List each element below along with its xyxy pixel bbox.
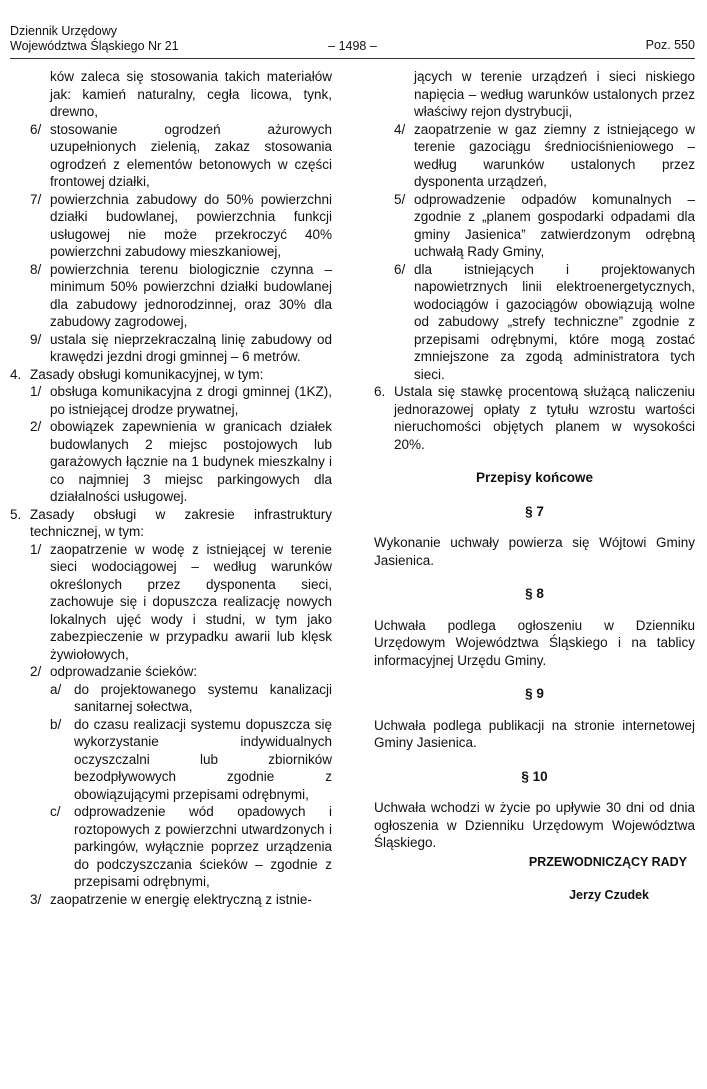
page-number: – 1498 –: [328, 39, 377, 53]
list-item: [10, 261, 332, 331]
final-provisions-heading: Przepisy końcowe: [475, 470, 594, 485]
section-5: [10, 506, 332, 541]
paragraph-9-title: § 9: [525, 686, 544, 701]
item-text: zaopatrzenie w wodę z istniejącej w terenie sieci wodociągowej – według warunków określonych przez dysponenta sieci, zachowuje się i dopuszcza realizację nowych lokalnych ujęć wody i studni, w tym jako zabezpieczenie w przypadku awarii lub klęsk żywiołowych,: [50, 541, 332, 662]
journal-title-line1: Dziennik Urzędowy: [10, 24, 117, 38]
item-number: 5/: [394, 191, 406, 207]
item-text: powierzchnia terenu biologicznie czynna – minimum 50% powierzchni działki budowlanej dla zabudowy jednorodzinnej, oraz 30% dla zabudowy zagrodowej,: [50, 261, 332, 329]
council-chair-title: PRZEWODNICZĄCY RADY: [528, 854, 687, 869]
item-number: 7/: [30, 191, 42, 207]
section-text: Zasady obsługi w zakresie infrastruktury technicznej, w tym:: [30, 506, 332, 539]
list-item: [10, 891, 332, 909]
sub-list-item: [10, 803, 332, 891]
item-text: zaopatrzenie w gaz ziemny z istniejącego w terenie gazociągu średniociśnieniowego – według warunków ustalonych przez dysponenta urządzeń,: [414, 121, 695, 189]
paragraph-7-title: § 7: [525, 503, 544, 519]
list-item: [10, 191, 332, 261]
list-item: [10, 418, 332, 506]
section-number: 6.: [374, 384, 386, 399]
list-item: [374, 191, 695, 261]
item-text: odprowadzenie odpadów komunalnych – zgodnie z „planem gospodarki odpadami dla gminy Jasienica” zatwierdzonym odrębną uchwałą Rady Gminy,: [414, 191, 695, 259]
item-number: 2/: [30, 419, 42, 434]
paragraph-10-text: Uchwała wchodzi w życie po upływie 30 dni od dnia ogłoszenia w Dzienniku Urzędowym Województwa Śląskiego.: [374, 800, 695, 850]
item-number: 3/: [30, 891, 42, 907]
page-header: [10, 24, 695, 58]
paragraph-8-text: Uchwała podlega ogłoszeniu w Dzienniku Urzędowym Województwa Śląskiego i na tablicy informacyjnej Urzędu Gminy.: [374, 617, 695, 668]
item-number: 1/: [30, 541, 42, 557]
item-text: dla istniejących i projektowanych napowietrznych linii elektroenergetycznych, wodociągów i gazociągów obowiązują wolne od zabudowy „strefy techniczne” zgodnie z przepisami odrębnymi, które mogą zostać zmniejszone za zgodą administratora tych sieci.: [414, 261, 695, 382]
sub-item-text: odprowadzenie wód opadowych i roztopowych z powierzchni utwardzonych i parkingów, wyłącznie poprzez urządzenia do podczyszczania ścieków – zgodnie z przepisami odrębnymi,: [74, 804, 332, 889]
sub-item-text: do projektowanego systemu kanalizacji sanitarnej sołectwa,: [74, 681, 332, 714]
section-text: Ustala się stawkę procentową służącą naliczeniu jednorazowej opłaty z tytułu wzrostu wartości nieruchomości objętych planem w wysokości 20%.: [394, 384, 695, 452]
item-number: 8/: [30, 261, 42, 277]
sub-list-item: [10, 681, 332, 716]
sub-list-item: [10, 716, 332, 804]
item-number: 2/: [30, 664, 42, 679]
item-text: stosowanie ogrodzeń ażurowych uzupełnionych zielenią, zakaz stosowania ogrodzeń z elementów betonowych w części frontowej działki,: [50, 121, 332, 189]
list-item: [10, 541, 332, 664]
item-text: obowiązek zapewnienia w granicach działek budowlanych 2 miejsc postojowych lub garażowych łącznie na 1 budynek mieszkalny i co najmniej 3 miejsc parkingowych dla działalności usługowej.: [50, 419, 332, 504]
paragraph-7-text: Wykonanie uchwały powierza się Wójtowi Gminy Jasienica.: [374, 535, 695, 568]
item-number: 9/: [30, 331, 42, 347]
section-text: Zasady obsługi komunikacyjnej, w tym:: [30, 366, 264, 382]
list-item: [10, 121, 332, 191]
list-item: [374, 121, 695, 191]
sub-item-text: do czasu realizacji systemu dopuszcza się wykorzystanie indywidualnych oczyszczalni lub zbiorników bezodpływowych zgodnie z obowiązującymi przepisami odrębnymi,: [74, 716, 332, 802]
right-column: [374, 68, 695, 905]
item-text: ustala się nieprzekraczalną linię zabudowy od krawędzi jezdni drogi gminnej – 6 metrów.: [50, 331, 332, 364]
list-item: [374, 261, 695, 384]
list-item-continuation: [10, 68, 332, 121]
item-text: powierzchnia zabudowy do 50% powierzchni działki budowlanej, powierzchnia funkcji usługowej nie może przekroczyć 40% powierzchni zabudowy mieszkaniowej,: [50, 191, 332, 259]
council-chair-name: Jerzy Czudek: [569, 888, 649, 902]
journal-title-line2: Województwa Śląskiego Nr 21: [10, 39, 179, 53]
list-item: [10, 331, 332, 366]
section-6: [374, 383, 695, 453]
item-text: ków zaleca się stosowania takich materiałów jak: kamień naturalny, cegła licowa, tynk, drewno,: [50, 69, 332, 119]
item-number: 6/: [30, 121, 42, 137]
item-text: zaopatrzenie w energię elektryczną z istnie-: [50, 891, 312, 907]
section-4: [10, 366, 332, 384]
header-divider: [10, 58, 695, 59]
item-text: obsługa komunikacyjna z drogi gminnej (1KZ), po istniejącej drodze prywatnej,: [50, 384, 332, 417]
item-number: 4/: [394, 121, 406, 137]
list-item: [10, 383, 332, 418]
paragraph-8-title: § 8: [525, 586, 544, 601]
item-number: 6/: [394, 261, 406, 277]
paragraph-9-text: Uchwała podlega publikacji na stronie internetowej Gminy Jasienica.: [374, 717, 695, 750]
section-number: 5.: [10, 506, 22, 522]
sub-item-letter: c/: [50, 804, 61, 819]
sub-item-letter: a/: [50, 681, 62, 697]
sub-item-letter: b/: [50, 716, 62, 732]
list-item-continuation: [374, 68, 695, 121]
list-item: [10, 663, 332, 681]
item-text: odprowadzanie ścieków:: [50, 664, 198, 679]
section-number: 4.: [10, 366, 22, 382]
item-text: jących w terenie urządzeń i sieci niskiego napięcia – według warunków ustalonych przez właściwy rejon dystrybucji,: [414, 69, 695, 119]
left-column: [10, 68, 332, 908]
position-number: Poz. 550: [645, 38, 695, 52]
paragraph-10-title: § 10: [521, 768, 548, 784]
item-number: 1/: [30, 384, 42, 399]
